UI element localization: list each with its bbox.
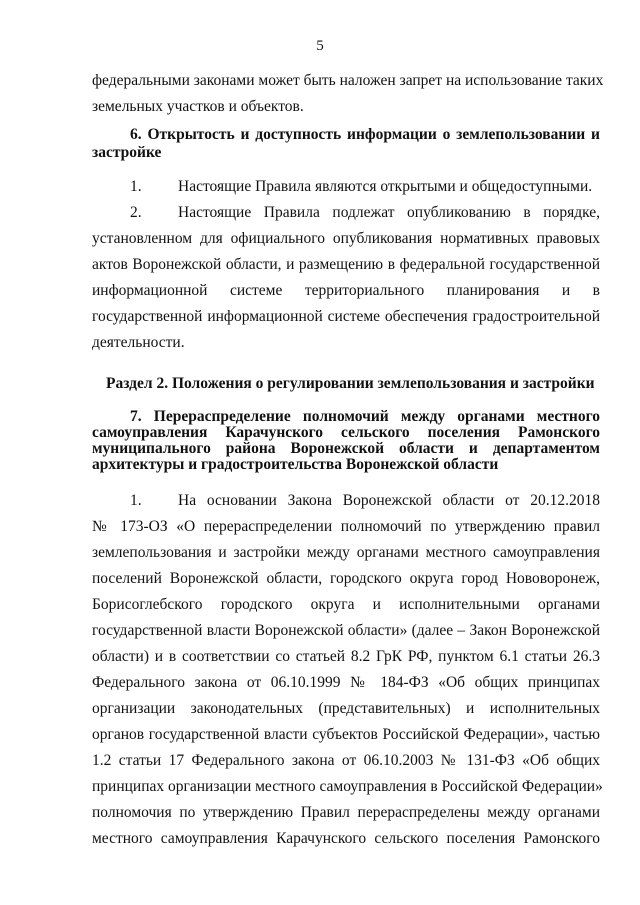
section-7-item-text: области) и в соответствии со статьей 8.2 ГрК РФ, пунктом 6.1 статьи 26.3 [92, 648, 600, 665]
intro-line: федеральными законами может быть наложен запрет на использование таких [92, 72, 604, 89]
section-7-item-text: органов государственной власти субъектов Российской Федерации», частью [92, 726, 600, 743]
section-6-item-text: деятельности. [92, 334, 185, 351]
section-6-heading: застройке [92, 144, 162, 161]
section-6-heading: 6. Открытость и доступность информации о землепользовании и [130, 126, 600, 143]
section-7-item-text: государственной власти Воронежской области» (далее – Закон Воронежской [92, 622, 600, 639]
section-6-item-number: 2. [130, 204, 142, 221]
page-number: 5 [316, 38, 324, 54]
section-7-item-text: Борисоглебского городского округа и исполнительными органами [92, 596, 600, 613]
section-7-item-text: Федерального закона от 06.10.1999 № 184-ФЗ «Об общих принципах [92, 674, 600, 691]
section-6-item-text: Настоящие Правила являются открытыми и общедоступными. [178, 178, 593, 195]
section-6-item-number: 1. [130, 178, 142, 195]
section-7-heading: муниципального района Воронежской области и департаментом [92, 440, 600, 457]
section-7-heading: архитектуры и градостроительства Воронежской области [92, 456, 499, 473]
section-7-item-text: 1.2 статьи 17 Федерального закона от 06.10.2003 № 131-ФЗ «Об общих [92, 752, 600, 769]
section-6-item-text: Настоящие Правила подлежат опубликованию в порядке, [178, 204, 600, 221]
part-2-heading: Раздел 2. Положения о регулировании землепользования и застройки [106, 375, 595, 392]
section-7-item-text: землепользования и застройки между органами местного самоуправления [92, 544, 600, 561]
section-7-heading: 7. Перераспределение полномочий между органами местного [130, 408, 600, 425]
section-7-item-text: местного самоуправления Карачунского сельского поселения Рамонского [92, 830, 600, 847]
section-6-item-text: государственной информационной системе обеспечения градостроительной [92, 308, 600, 325]
section-7-item-text: принципах организации местного самоуправления в Российской Федерации» [92, 778, 603, 795]
intro-line: земельных участков и объектов. [92, 98, 304, 115]
section-7-item-text: полномочия по утверждению Правил перераспределены между органами [92, 804, 600, 821]
section-7-item-text: поселений Воронежской области, городского округа город Нововоронеж, [92, 570, 600, 587]
section-6-item-text: установленном для официального опубликования нормативных правовых [92, 230, 600, 247]
section-7-item-text: На основании Закона Воронежской области от 20.12.2018 [178, 492, 600, 509]
section-7-item-text: № 173-ОЗ «О перераспределении полномочий по утверждению правил [92, 518, 600, 535]
section-7-item-number: 1. [130, 492, 142, 509]
section-7-heading: самоуправления Карачунского сельского поселения Рамонского [92, 424, 600, 441]
section-7-item-text: организации законодательных (представительных) и исполнительных [92, 700, 600, 717]
section-6-item-text: актов Воронежской области, и размещению в федеральной государственной [92, 256, 600, 273]
section-6-item-text: информационной системе территориального планирования и в [92, 282, 600, 299]
